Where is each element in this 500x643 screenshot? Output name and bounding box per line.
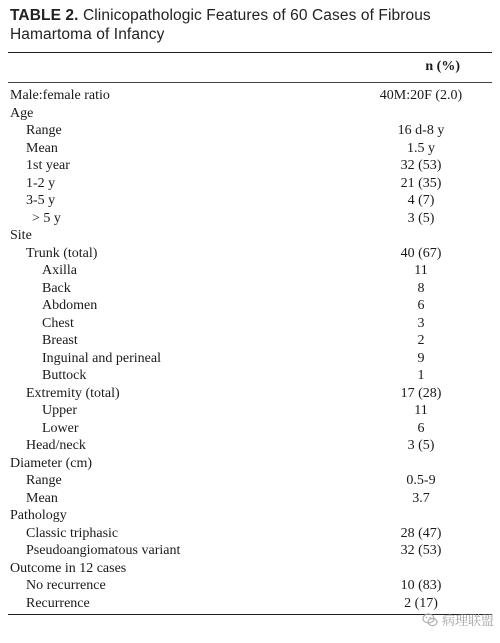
row-label: 3-5 y — [26, 193, 56, 208]
row-label: Abdomen — [42, 298, 98, 313]
row-value: 9 — [417, 350, 425, 366]
table-row — [8, 175, 492, 193]
table-header — [8, 53, 492, 83]
row-label: No recurrence — [26, 578, 106, 593]
row-label: Mean — [26, 490, 58, 506]
row-label: Buttock — [42, 368, 87, 383]
row-value: 10 (83) — [400, 578, 442, 593]
table-row — [8, 595, 492, 613]
table-body — [8, 87, 492, 612]
table-row — [8, 490, 492, 508]
table-row — [8, 297, 492, 315]
column-header: n (%) — [425, 59, 460, 74]
row-value: 6 — [417, 420, 425, 436]
row-value: 16 d-8 y — [397, 123, 445, 138]
table-container — [8, 6, 492, 615]
row-value: 6 — [417, 298, 425, 313]
row-value: 4 (7) — [407, 193, 435, 208]
table-label: TABLE 2. — [10, 7, 79, 24]
table-title: Clinicopathologic Features of 60 Cases of Fibrous Hamartoma of Infancy — [10, 7, 431, 43]
table-row — [8, 157, 492, 175]
table-row — [8, 227, 492, 245]
table-row — [8, 402, 492, 420]
row-label: Male:female ratio — [10, 88, 110, 103]
row-value: 1 — [417, 368, 425, 383]
row-label: > 5 y — [32, 210, 61, 226]
table-row — [8, 507, 492, 525]
table-row — [8, 437, 492, 455]
row-label: Site — [10, 228, 32, 243]
row-label: Pathology — [10, 508, 67, 523]
row-label: Range — [26, 123, 62, 138]
row-label: Mean — [26, 140, 58, 156]
row-label: Axilla — [42, 263, 77, 278]
wechat-icon — [422, 612, 438, 628]
row-label: Back — [42, 280, 71, 296]
row-value: 3 — [417, 315, 425, 331]
row-value: 28 (47) — [400, 525, 442, 541]
row-label: 1st year — [26, 158, 70, 173]
row-value: 32 (53) — [400, 158, 442, 173]
row-value: 2 — [417, 333, 425, 348]
table-row — [8, 262, 492, 280]
table-row — [8, 332, 492, 350]
row-value: 17 (28) — [400, 385, 442, 401]
watermark — [422, 610, 494, 629]
table-row — [8, 140, 492, 158]
table-row — [8, 350, 492, 368]
row-label: Classic triphasic — [26, 525, 119, 541]
bottom-rule — [8, 614, 492, 615]
table-row — [8, 245, 492, 263]
row-value: 3 (5) — [407, 438, 435, 453]
row-label: Breast — [42, 333, 78, 348]
row-value: 0.5-9 — [406, 473, 436, 488]
row-label: Upper — [42, 403, 77, 418]
row-label: Diameter (cm) — [10, 455, 93, 471]
row-value: 32 (53) — [400, 543, 442, 558]
row-value: 1.5 y — [407, 140, 435, 156]
table-row — [8, 420, 492, 438]
table-row — [8, 542, 492, 560]
table-row — [8, 525, 492, 543]
row-value: 3.7 — [412, 490, 430, 506]
row-label: Recurrence — [26, 595, 90, 611]
table-row — [8, 192, 492, 210]
row-label: Chest — [42, 315, 74, 331]
table-row — [8, 122, 492, 140]
table-row — [8, 577, 492, 595]
table-row — [8, 455, 492, 473]
row-value: 2 (17) — [404, 595, 438, 611]
table-row — [8, 280, 492, 298]
row-value: 11 — [414, 263, 428, 278]
table-row — [8, 472, 492, 490]
table-row — [8, 385, 492, 403]
table-row — [8, 560, 492, 578]
row-label: Age — [10, 105, 34, 121]
row-label: Extremity (total) — [26, 385, 120, 401]
row-value: 8 — [417, 280, 425, 296]
table-row — [8, 210, 492, 228]
row-label: Lower — [42, 420, 79, 436]
row-value: 11 — [414, 403, 428, 418]
row-label: Outcome in 12 cases — [10, 560, 127, 576]
table-row — [8, 367, 492, 385]
table-row — [8, 105, 492, 123]
row-label: Range — [26, 473, 62, 488]
table-caption — [10, 6, 492, 44]
row-value: 21 (35) — [400, 175, 442, 191]
row-label: 1-2 y — [26, 175, 56, 191]
row-value: 40M:20F (2.0) — [379, 88, 463, 103]
row-label: Inguinal and perineal — [42, 350, 161, 366]
row-value: 3 (5) — [407, 210, 435, 226]
row-label: Head/neck — [26, 438, 86, 453]
row-label: Trunk (total) — [26, 245, 98, 261]
table-row — [8, 315, 492, 333]
row-label: Pseudoangiomatous variant — [26, 543, 181, 558]
table-row — [8, 87, 492, 105]
watermark-text: 病理联盟 — [441, 614, 494, 629]
row-value: 40 (67) — [400, 245, 442, 261]
